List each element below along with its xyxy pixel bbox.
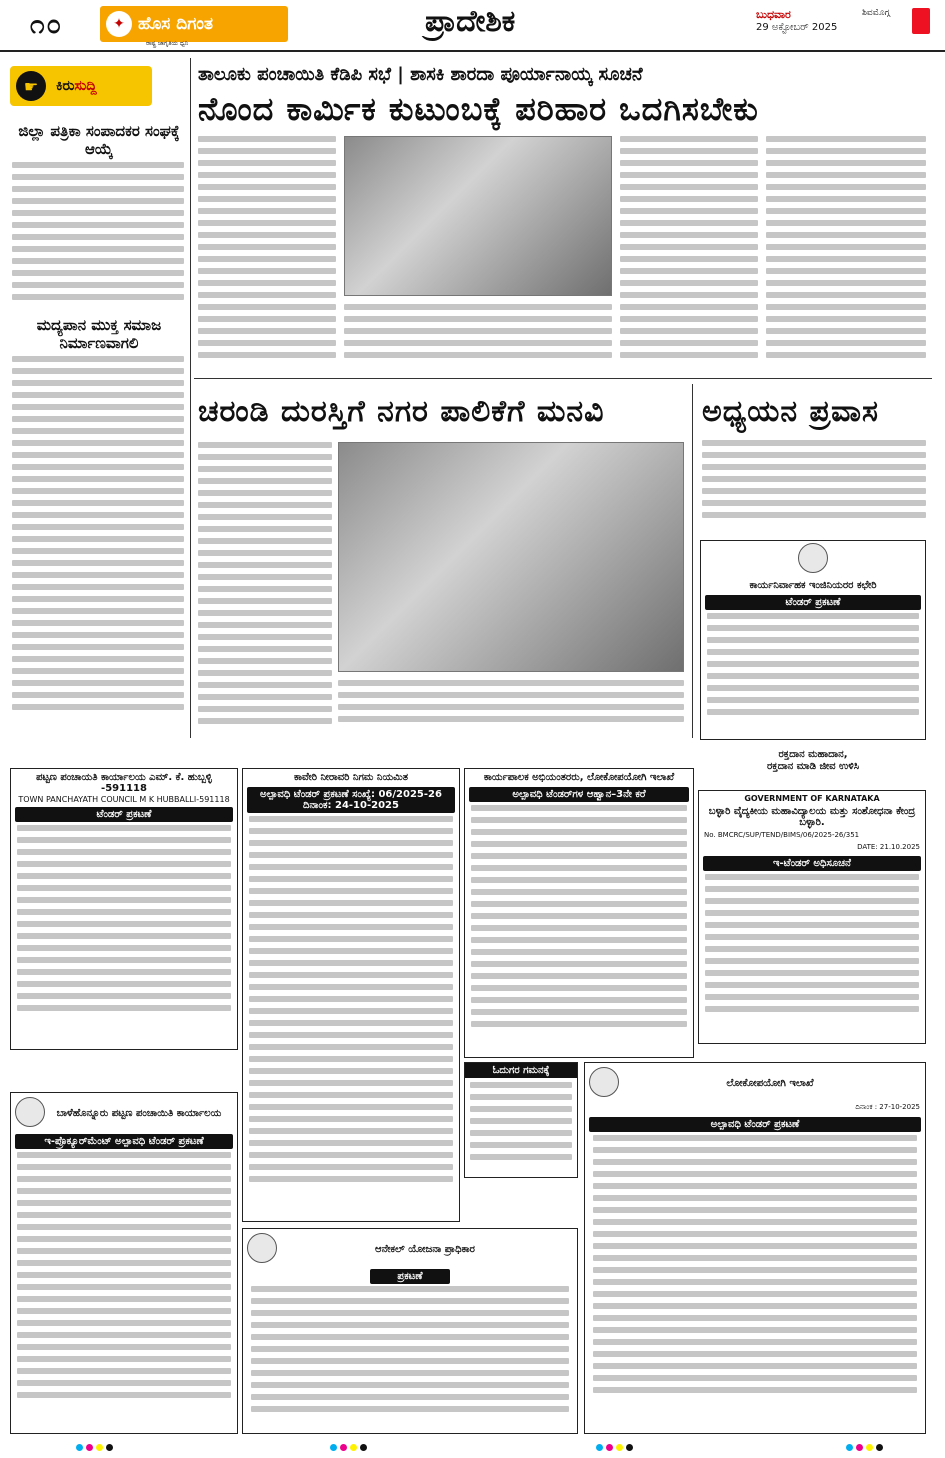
tender-ad — [464, 768, 694, 1058]
brief-body — [12, 356, 184, 726]
masthead-logo — [100, 6, 288, 42]
logo-text: ಹೊಸ ದಿಗಂತ — [138, 14, 213, 34]
ad-band: ಅಲ್ಪಾವಧಿ ಟೆಂಡರ್ ಪ್ರಕಟಣೆ — [589, 1117, 921, 1132]
readers-notice — [464, 1062, 578, 1178]
ad-meta — [699, 829, 925, 841]
lead-body — [344, 304, 612, 368]
ad-subtitle: GOVERNMENT OF KARNATAKA — [744, 794, 880, 803]
lead-body — [620, 136, 758, 366]
pointing-hand-icon: ☛ — [16, 71, 46, 101]
logo-tagline: ರಾಷ್ಟ್ರ ಜಾಗೃತಿಯ ಧ್ವನಿ — [146, 40, 189, 47]
notice-ad — [242, 1228, 578, 1434]
ad-body — [705, 874, 919, 1024]
ad-body — [17, 1152, 231, 1412]
ad-date: ದಿನಾಂಕ : 27-10-2025 — [855, 1103, 920, 1111]
ad-band: ಅಲ್ಪಾವಧಿ ಟೆಂಡರ್ ಪ್ರಕಟಣೆ ಸಂಖ್ಯೆ: 06/2025-26 ದಿನಾಂಕ: 24-10-2025 — [247, 787, 455, 813]
emblem-icon — [798, 543, 828, 573]
ad-title: ಕಾರ್ಯಪಾಲಕ ಅಭಿಯಂತರರು, ಲೋಕೋಪಯೋಗಿ ಇಲಾಖೆ — [483, 772, 675, 783]
ad-band: ಇ-ಪ್ರೊಕ್ಯೂರ್‌ಮೆಂಟ್ ಅಲ್ಪಾವಧಿ ಟೆಂಡರ್ ಪ್ರಕಟಣೆ — [15, 1134, 233, 1149]
ad-title: ಲೋಕೋಪಯೋಗಿ ಇಲಾಖೆ — [726, 1077, 814, 1089]
brief-body — [12, 162, 184, 310]
lead-headline: ನೊಂದ ಕಾರ್ಮಿಕ ಕುಟುಂಬಕ್ಕೆ ಪರಿಹಾರ ಒದಗಿಸಬೇಕು — [198, 90, 759, 128]
ad-body — [471, 805, 687, 1035]
meeting-photo — [344, 136, 612, 296]
briefs-tag-text: ಕಿರುಸುದ್ದಿ — [56, 78, 97, 94]
story-body — [198, 442, 332, 738]
ad-band: ಅಲ್ಪಾವಧಿ ಟೆಂಡರ್‌ಗಳ ಆಹ್ವಾನ–3ನೇ ಕರೆ — [469, 787, 689, 802]
ad-body — [593, 1135, 917, 1405]
section-title: ಪ್ರಾದೇಶಿಕ — [425, 4, 516, 39]
story-headline: ಅಧ್ಯಯನ ಪ್ರವಾಸ — [702, 394, 879, 429]
section-rule — [194, 378, 932, 379]
page-header — [0, 0, 945, 52]
brief-headline: ಮದ್ಯಪಾನ ಮುಕ್ತ ಸಮಾಜ ನಿರ್ಮಾಣವಾಗಲಿ — [36, 316, 162, 352]
registration-marks — [330, 1444, 367, 1451]
registration-marks — [596, 1444, 633, 1451]
ad-title: ಕಾವೇರಿ ನೀರಾವರಿ ನಿಗಮ ನಿಯಮಿತ — [293, 772, 409, 783]
edition-badge-icon — [912, 8, 930, 34]
brief-headline: ಜಿಲ್ಲಾ ಪತ್ರಿಕಾ ಸಂಪಾದಕರ ಸಂಘಕ್ಕೆ ಆಯ್ಕೆ — [18, 122, 180, 158]
tender-ad — [584, 1062, 926, 1434]
ad-number: No. BMCRC/SUP/TEND/BIMS/06/2025-26/351 — [704, 831, 860, 839]
ad-date: DATE: 21.10.2025 — [857, 843, 920, 851]
column-rule — [692, 384, 693, 738]
date: 29 ಅಕ್ಟೋಬರ್ 2025 — [756, 22, 838, 33]
ad-body — [17, 825, 231, 1025]
ad-title: ಬಾಳೆಹೊನ್ನೂರು ಪಟ್ಟಣ ಪಂಚಾಯಿತಿ ಕಾರ್ಯಾಲಯ — [56, 1107, 222, 1119]
tender-ad — [700, 540, 926, 740]
lead-body — [198, 136, 336, 366]
petition-photo — [338, 442, 684, 672]
ad-title: ಬಳ್ಳಾರಿ ವೈದ್ಯಕೀಯ ಮಹಾವಿದ್ಯಾಲಯ ಮತ್ತು ಸಂಶೋಧನಾ ಕೇಂದ್ರ ಬಳ್ಳಾರಿ. — [708, 806, 916, 828]
ad-body — [470, 1082, 572, 1172]
weekday: ಬುಧವಾರ — [756, 8, 791, 21]
tender-ad — [698, 790, 926, 1044]
ad-title: ಆನೇಕಲ್ ಯೋಜನಾ ಪ್ರಾಧಿಕಾರ — [375, 1243, 475, 1255]
ad-meta — [699, 841, 925, 853]
lead-kicker: ತಾಲೂಕು ಪಂಚಾಯಿತಿ ಕೆಡಿಪಿ ಸಭೆ | ಶಾಸಕಿ ಶಾರದಾ ಪೂರ್ಯಾನಾಯ್ಕ ಸೂಚನೆ — [198, 64, 643, 85]
tender-ad — [242, 768, 460, 1222]
blood-line: ರಕ್ತದಾನ ಮಾಡಿ ಜೀವ ಉಳಿಸಿ — [766, 761, 859, 772]
story-body — [702, 440, 926, 530]
ad-band: ಇ-ಟೆಂಡರ್ ಅಧಿಸೂಚನೆ — [703, 856, 921, 871]
ad-body — [249, 816, 453, 1200]
emblem-icon — [247, 1233, 277, 1263]
ad-body — [707, 613, 919, 723]
lamp-icon: ✦ — [106, 11, 132, 37]
emblem-icon — [15, 1097, 45, 1127]
emblem-icon — [589, 1067, 619, 1097]
ad-band: ಟೆಂಡರ್ ಪ್ರಕಟಣೆ — [15, 807, 233, 822]
ad-band: ಓದುಗರ ಗಮನಕ್ಕೆ — [465, 1063, 577, 1078]
page-number: ೧೦ — [30, 10, 64, 40]
blood-line: ರಕ್ತದಾನ ಮಹಾದಾನ, — [778, 749, 848, 760]
ad-meta — [585, 1101, 925, 1114]
registration-marks — [76, 1444, 113, 1451]
briefs-label — [10, 62, 182, 112]
ad-band: ಟೆಂಡರ್ ಪ್ರಕಟಣೆ — [705, 595, 921, 610]
ad-title: ಪಟ್ಟಣ ಪಂಚಾಯತಿ ಕಾರ್ಯಾಲಯ ಎಮ್. ಕೆ. ಹುಬ್ಬಳ್ಳಿ -591118 — [36, 772, 212, 794]
city-label: ಶಿವಮೊಗ್ಗ — [862, 8, 890, 18]
ad-body — [251, 1286, 569, 1416]
column-rule — [190, 58, 191, 738]
briefs-tag — [10, 66, 152, 106]
tender-ad — [10, 1092, 238, 1434]
ad-title: ಕಾರ್ಯನಿರ್ವಾಹಕ ಇಂಜಿನಿಯರರ ಕಛೇರಿ — [749, 580, 877, 591]
lead-body — [766, 136, 926, 366]
story-headline: ಚರಂಡಿ ದುರಸ್ತಿಗೆ ನಗರ ಪಾಲಿಕೆಗೆ ಮನವಿ — [198, 394, 605, 429]
ad-band: ಪ್ರಕಟಣೆ — [370, 1269, 450, 1284]
ad-subtitle: TOWN PANCHAYATH COUNCIL M K HUBBALLI-591118 — [18, 795, 230, 804]
blood-donation-message — [700, 746, 926, 786]
tender-ad — [10, 768, 238, 1050]
story-body — [338, 680, 684, 738]
dateline — [756, 8, 837, 33]
registration-marks — [846, 1444, 883, 1451]
